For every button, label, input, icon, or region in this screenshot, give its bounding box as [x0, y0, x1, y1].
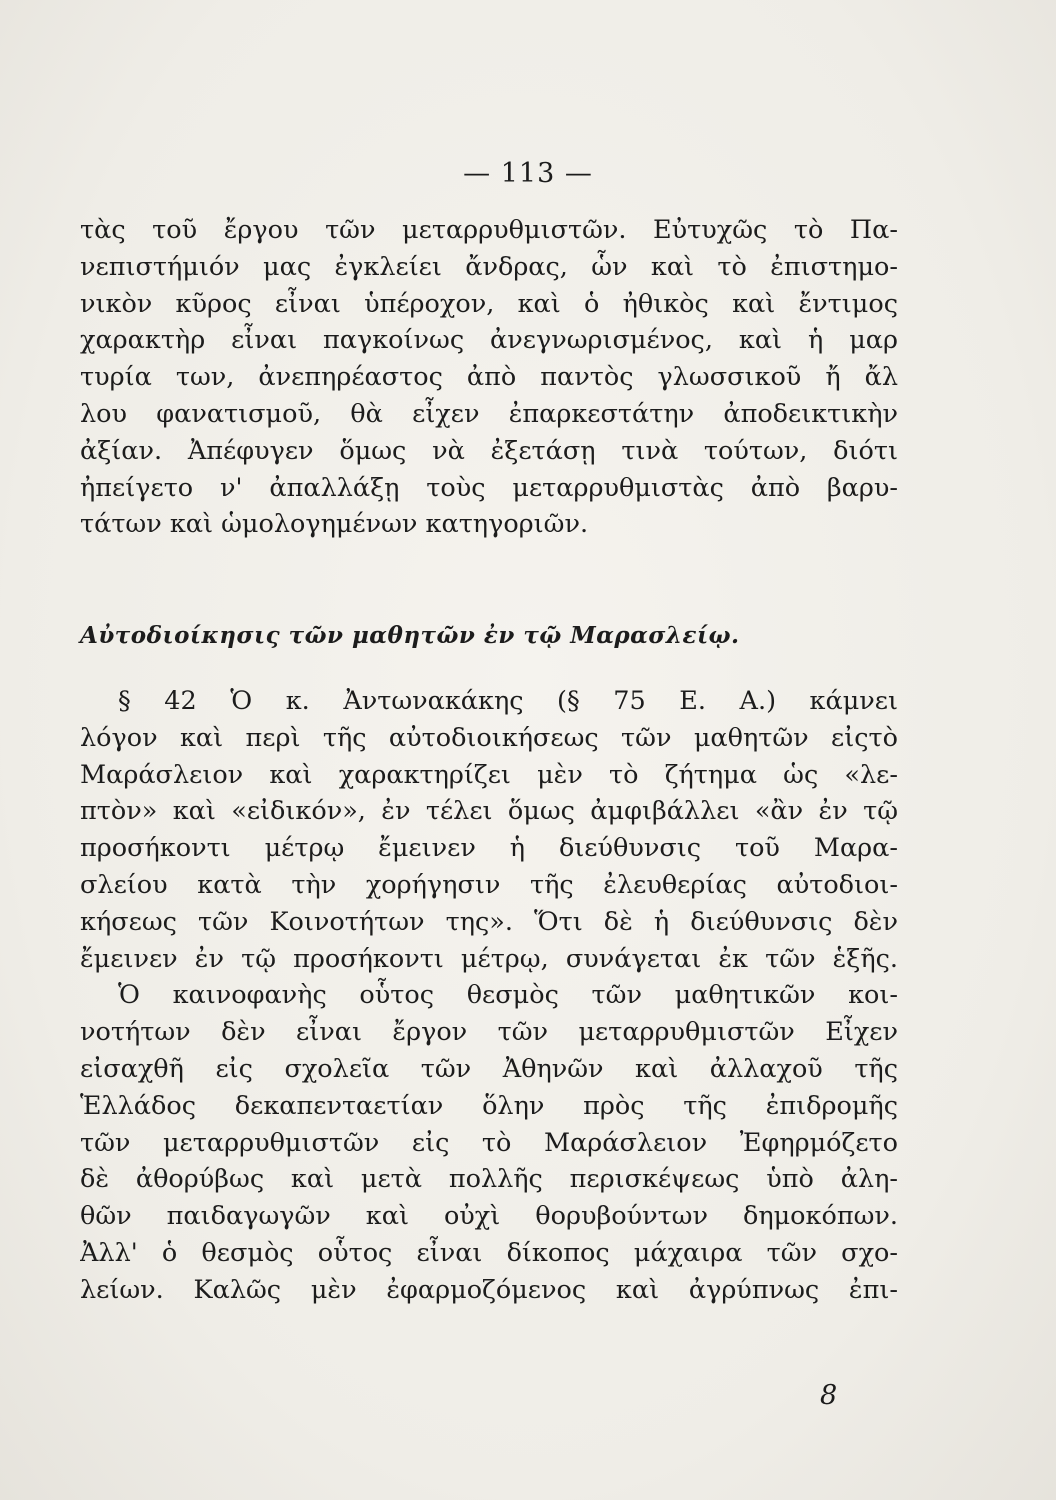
text-line: ἀξίαν. Ἀπέφυγεν ὅμως νὰ ἐξετάσῃ τινὰ τούτων, διότι: [80, 435, 898, 466]
text-line: Μαράσλειον καὶ χαρακτηρίζει μὲν τὸ ζήτημα ὡς «λε-: [80, 759, 898, 790]
text-line: νοτήτων δὲν εἶναι ἔργον τῶν μεταρρυθμιστῶν Εἶχεν: [80, 1017, 898, 1048]
text-line: ἠπείγετο ν' ἀπαλλάξῃ τοὺς μεταρρυθμιστὰς ἀπὸ βαρυ-: [80, 472, 898, 503]
text-line: τὰς τοῦ ἔργου τῶν μεταρρυθμιστῶν. Εὐτυχῶς τὸ Πα-: [80, 215, 898, 245]
text-line: τάτων καὶ ὡμολογημένων κατηγοριῶν.: [80, 509, 589, 540]
text-line: πτὸν» καὶ «εἰδικόν», ἐν τέλει ὅμως ἀμφιβάλλει «ἂν ἐν τῷ: [80, 796, 898, 827]
paragraph-2: [80, 683, 898, 1309]
text-line: λόγον καὶ περὶ τῆς αὐτοδιοικήσεως τῶν μαθητῶν εἰςτὸ: [80, 722, 898, 753]
text-line: νικὸν κῦρος εἶναι ὑπέροχον, καὶ ὁ ἠθικὸς καὶ ἔντιμος: [80, 288, 898, 319]
text-line: χαρακτὴρ εἶναι παγκοίνως ἀνεγνωρισμένος, καὶ ἡ μαρ: [80, 325, 898, 356]
text-line: τυρία των, ἀνεπηρέαστος ἀπὸ παντὸς γλωσσικοῦ ἤ ἄλ: [80, 362, 898, 393]
signature-mark: 8: [820, 1380, 838, 1411]
text-line: ἔμεινεν ἐν τῷ προσήκοντι μέτρῳ, συνάγεται ἐκ τῶν ἑξῆς.: [80, 943, 898, 974]
text-line: θῶν παιδαγωγῶν καὶ οὐχὶ θορυβούντων δημοκόπων.: [80, 1201, 898, 1232]
paragraph-1: [80, 212, 898, 543]
text-line: τῶν μεταρρυθμιστῶν εἰς τὸ Μαράσλειον Ἐφηρμόζετο: [80, 1127, 898, 1158]
text-line: εἰσαχθῆ εἰς σχολεῖα τῶν Ἀθηνῶν καὶ ἀλλαχοῦ τῆς: [80, 1053, 898, 1084]
text-line: § 42 Ὁ κ. Ἀντωνακάκης (§ 75 Ε. Α.) κάμνει: [118, 686, 898, 716]
text-line: σλείου κατὰ τὴν χορήγησιν τῆς ἐλευθερίας αὐτοδιοι-: [80, 869, 898, 900]
section-heading: Αὐτοδιοίκησις τῶν μαθητῶν ἐν τῷ Μαρασλείῳ.: [80, 622, 740, 649]
page-number: — 113 —: [463, 158, 593, 189]
text-line: Ἑλλάδος δεκαπενταετίαν ὅλην πρὸς τῆς ἐπιδρομῆς: [80, 1090, 898, 1121]
text-line: Ἀλλ' ὁ θεσμὸς οὗτος εἶναι δίκοπος μάχαιρα τῶν σχο-: [80, 1237, 898, 1268]
text-line: λείων. Καλῶς μὲν ἐφαρμοζόμενος καὶ ἀγρύπνως ἐπι-: [80, 1274, 898, 1305]
text-line: νεπιστήμιόν μας ἐγκλείει ἄνδρας, ὧν καὶ τὸ ἐπιστημο-: [80, 251, 898, 282]
text-line: προσήκοντι μέτρῳ ἔμεινεν ἡ διεύθυνσις τοῦ Μαρα-: [80, 833, 898, 864]
text-line: λου φανατισμοῦ, θὰ εἶχεν ἐπαρκεστάτην ἀποδεικτικὴν: [80, 398, 898, 429]
text-line: Ὁ καινοφανὴς οὗτος θεσμὸς τῶν μαθητικῶν κοι-: [118, 980, 898, 1011]
text-line: δὲ ἀθορύβως καὶ μετὰ πολλῆς περισκέψεως ὑπὸ ἀλη-: [80, 1164, 898, 1195]
text-line: κήσεως τῶν Κοινοτήτων της». Ὅτι δὲ ἡ διεύθυνσις δὲν: [80, 906, 898, 937]
